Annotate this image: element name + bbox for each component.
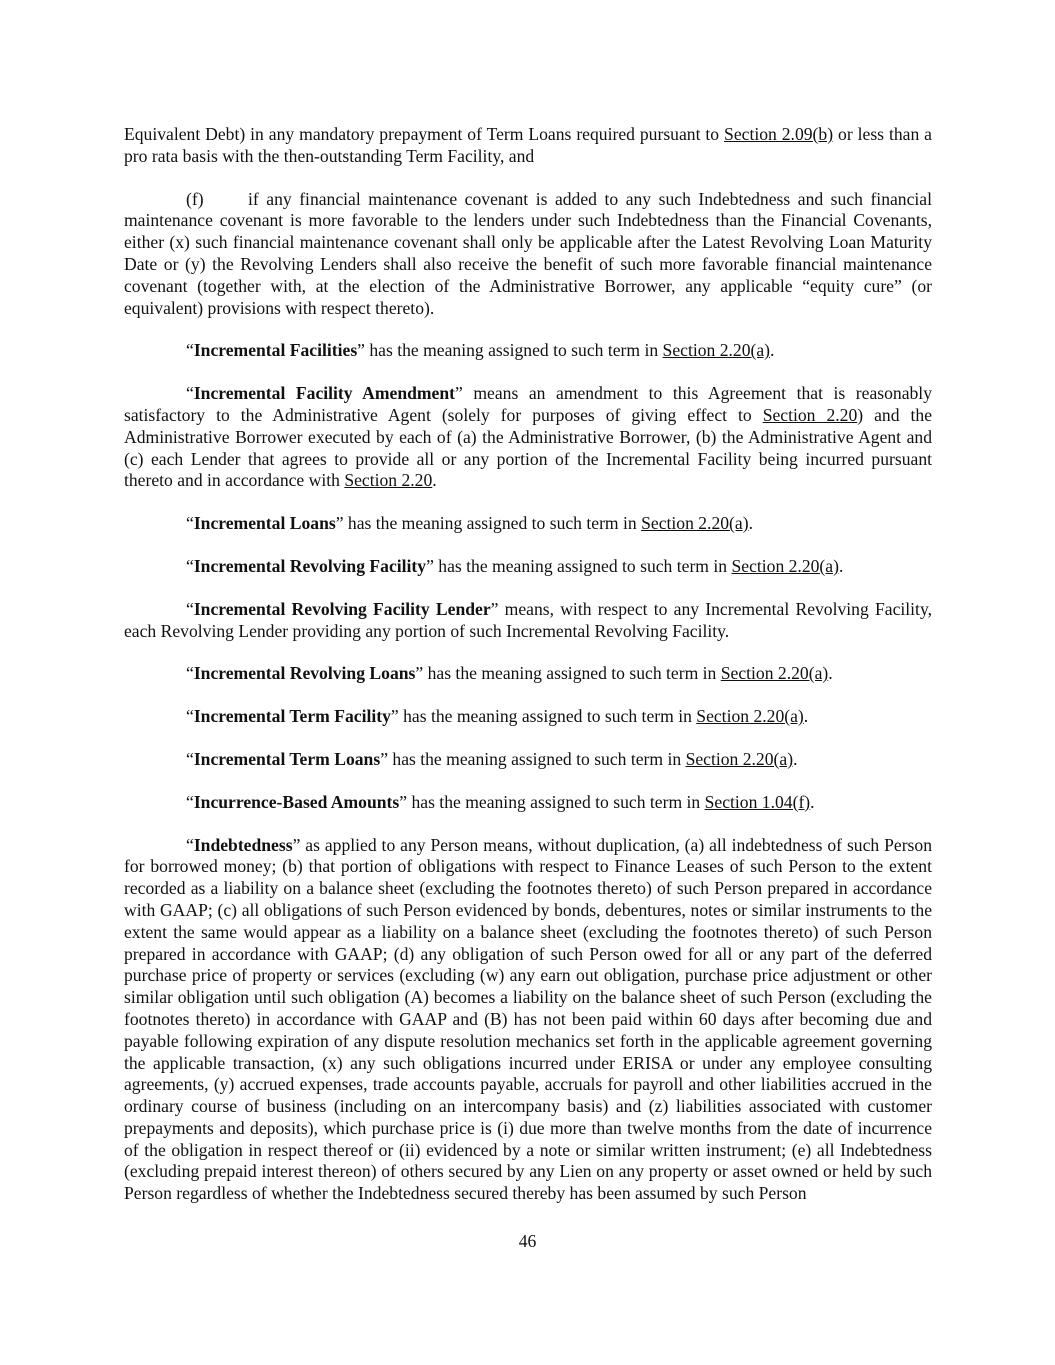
definition-incremental-facility-amendment: “Incremental Facility Amendment” means an amendment to this Agreement that is reasonably satisfactory to the Administrative Agent (solely for purposes of giving effect to Section 2.20) and the Administrative Borrower executed by each of (a) the Administrative Borrower, (b) the Administrative Agent and (c) each Lender that agrees to provide all or any portion of the Incremental Facility being incurred pursuant thereto and in accordance with Section 2.20. [124, 383, 932, 491]
section-link[interactable]: Section 1.04(f) [704, 791, 811, 812]
defined-term: Incurrence-Based Amounts [193, 791, 400, 812]
section-link[interactable]: Section 2.20 [762, 404, 858, 425]
defined-term: Incremental Facility Amendment [193, 383, 455, 404]
section-link[interactable]: Section 2.20 [344, 470, 433, 491]
defined-term: Incremental Term Loans [193, 748, 381, 769]
clause-f-paragraph: (f) if any financial maintenance covenant is added to any such Indebtedness and such financial maintenance covenant is more favorable to the lenders under such Indebtedness than the Financial Covenants, either (x) such financial maintenance covenant shall only be applicable after the Latest Revolving Loan Maturity Date or (y) the Revolving Lenders shall also receive the benefit of such more favorable financial maintenance covenant (together with, at the election of the Administrative Borrower, any applicable “equity cure” (or equivalent) provisions with respect thereto). [124, 188, 932, 318]
definition-incremental-facilities: “Incremental Facilities” has the meaning assigned to such term in Section 2.20(a). [186, 340, 775, 361]
defined-term: Incremental Term Facility [193, 706, 391, 727]
section-link[interactable]: Section 2.20(a) [696, 706, 804, 727]
continuation-paragraph: Equivalent Debt) in any mandatory prepayment of Term Loans required pursuant to Section 2.09(b) or less than a pro rata basis with the then-outstanding Term Facility, and [124, 124, 932, 166]
defined-term: Incremental Revolving Facility Lender [193, 598, 491, 619]
section-link[interactable]: Section 2.20(a) [731, 555, 839, 576]
section-link[interactable]: Section 2.09(b) [724, 124, 834, 144]
clause-label: (f) [186, 188, 204, 209]
defined-term: Incremental Revolving Loans [193, 663, 416, 684]
definition-incurrence-based-amounts: “Incurrence-Based Amounts” has the meaning assigned to such term in Section 1.04(f). [186, 791, 815, 812]
definition-incremental-term-loans: “Incremental Term Loans” has the meaning assigned to such term in Section 2.20(a). [186, 748, 798, 769]
definition-indebtedness: “Indebtedness” as applied to any Person means, without duplication, (a) all indebtedness of such Person for borrowed money; (b) that portion of obligations with respect to Finance Leases of such Person to the extent recorded as a liability on a balance sheet (excluding the footnotes thereto) of such Person prepared in accordance with GAAP; (c) all obligations of such Person evidenced by bonds, debentures, notes or similar instruments to the extent the same would appear as a liability on a balance sheet (excluding the footnotes thereto) of such Person prepared in accordance with GAAP; (d) any obligation of such Person owed for all or any part of the deferred purchase price of property or services (excluding (w) any earn out obligation, purchase price adjustment or other similar obligation until such obligation (A) becomes a liability on the balance sheet of such Person (excluding the footnotes thereto) in accordance with GAAP and (B) has not been paid within 60 days after becoming due and payable following expiration of any dispute resolution mechanics set forth in the applicable agreement governing the applicable transaction, (x) any such obligations incurred under ERISA or under any employee consulting agreements, (y) accrued expenses, trade accounts payable, accruals for payroll and other liabilities accrued in the ordinary course of business (including on an intercompany basis) and (z) liabilities associated with customer prepayments and deposits), which purchase price is (i) due more than twelve months from the date of incurrence of the obligation in respect thereof or (ii) evidenced by a note or similar written instrument; (e) all Indebtedness (excluding prepaid interest thereon) of others secured by any Lien on any property or asset owned or held by such Person regardless of whether the Indebtedness secured thereby has been assumed by such Person [124, 834, 932, 1204]
definition-incremental-revolving-facility: “Incremental Revolving Facility” has the meaning assigned to such term in Section 2.20(a). [186, 555, 844, 576]
section-link[interactable]: Section 2.20(a) [641, 513, 749, 534]
section-link[interactable]: Section 2.20(a) [662, 340, 771, 361]
definition-incremental-revolving-facility-lender: “Incremental Revolving Facility Lender” means, with respect to any Incremental Revolving Facility, each Revolving Lender providing any portion of such Incremental Revolving Facility. [124, 598, 932, 641]
section-link[interactable]: Section 2.20(a) [685, 748, 794, 769]
defined-term: Incremental Revolving Facility [193, 555, 427, 576]
document-page [124, 124, 932, 1226]
definition-incremental-revolving-loans: “Incremental Revolving Loans” has the meaning assigned to such term in Section 2.20(a). [186, 663, 833, 684]
page-number: 46 [518, 1231, 537, 1251]
defined-term: Incremental Facilities [193, 340, 358, 361]
definition-incremental-term-facility: “Incremental Term Facility” has the meaning assigned to such term in Section 2.20(a). [186, 706, 809, 727]
defined-term: Indebtedness [193, 834, 293, 855]
section-link[interactable]: Section 2.20(a) [720, 663, 829, 684]
definition-incremental-loans: “Incremental Loans” has the meaning assigned to such term in Section 2.20(a). [186, 513, 753, 534]
defined-term: Incremental Loans [193, 513, 336, 534]
